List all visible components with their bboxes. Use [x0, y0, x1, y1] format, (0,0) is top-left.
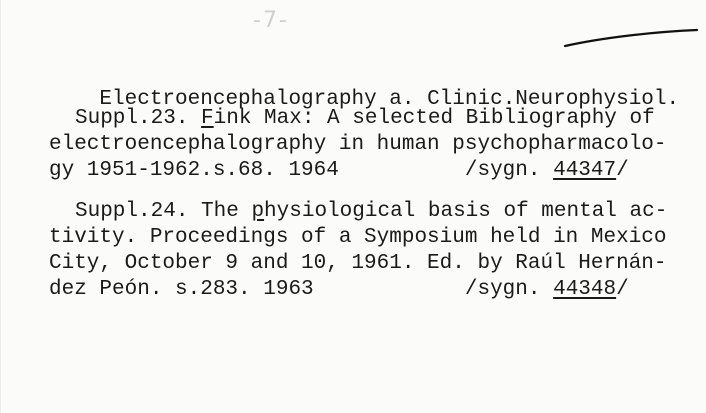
entry2-underlined: p	[251, 200, 265, 223]
entry1-signature-suffix: /	[616, 159, 629, 182]
entry1-underlined: F	[201, 107, 214, 130]
entry2-line3: City, October 9 and 10, 1961. Ed. by Raúl Hernán-	[49, 252, 667, 275]
entry1-line2: electroencephalography in human psychopharmacolo-	[49, 133, 667, 156]
entry1-line3	[49, 159, 629, 183]
entry2-prefix: Suppl.24. The	[75, 200, 252, 223]
entry1-prefix: Suppl.23.	[75, 107, 202, 130]
heading-text: Electroencephalography a. Clinic.Neurophysiol.	[99, 88, 680, 111]
entry2-signature-suffix: /	[616, 278, 629, 301]
entry2-rest: hysiological basis of mental ac-	[264, 200, 668, 223]
entry1-line3-text: gy 1951-1962.s.68. 1964 /sygn.	[49, 159, 554, 182]
entry2-line2: tivity. Proceedings of a Symposium held in Mexico	[49, 226, 667, 249]
entry1-rest: ink Max: A selected Bibliography of	[213, 107, 655, 130]
entry1-signature-number: 44347	[553, 159, 617, 182]
page-mark: -7-	[253, 8, 289, 33]
entry1-line1	[75, 107, 655, 131]
entry2-line4	[49, 278, 629, 302]
entry2-line4-text: dez Peón. s.283. 1963 /sygn.	[49, 278, 554, 301]
entry2-line1	[75, 200, 667, 224]
entry2-signature-number: 44348	[553, 278, 617, 301]
pen-stroke	[561, 28, 701, 50]
